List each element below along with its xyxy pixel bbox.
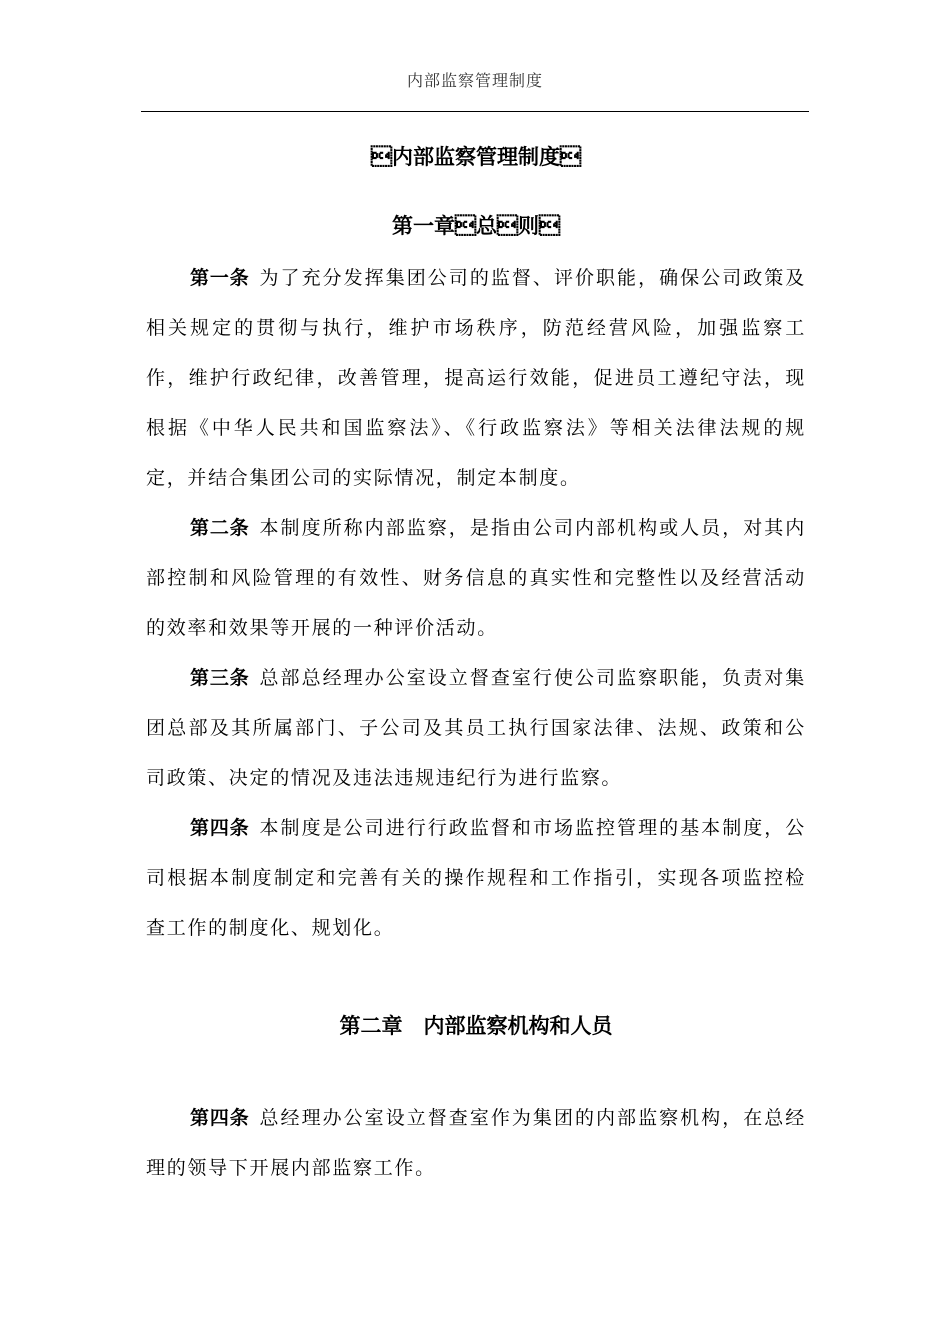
article-label: 第四条 bbox=[190, 817, 250, 839]
chapter-2-heading: 第二章 内部监察机构和人员 bbox=[339, 1014, 613, 1038]
article-2 bbox=[146, 503, 806, 653]
article-3 bbox=[146, 653, 806, 803]
article-label: 第二条 bbox=[190, 517, 250, 539]
article-text: 总经理办公室设立督查室作为集团的内部监察机构，在总经理的领导下开展内部监察工作。 bbox=[146, 1107, 806, 1179]
chapter-1-heading: 第一章总则 bbox=[392, 214, 560, 238]
article-4 bbox=[146, 803, 806, 953]
article-4-chapter-2 bbox=[146, 1093, 806, 1193]
article-label: 第一条 bbox=[190, 267, 250, 289]
document-title: 内部监察管理制度 bbox=[371, 145, 581, 169]
header-rule bbox=[141, 111, 809, 112]
article-text: 本制度是公司进行行政监督和市场监控管理的基本制度，公司根据本制度制定和完善有关的操作规程和工作指引，实现各项监控检查工作的制度化、规划化。 bbox=[146, 817, 806, 939]
article-text: 本制度所称内部监察，是指由公司内部机构或人员，对其内部控制和风险管理的有效性、财务信息的真实性和完整性以及经营活动的效率和效果等开展的一种评价活动。 bbox=[146, 517, 806, 639]
running-header: 内部监察管理制度 bbox=[406, 71, 543, 90]
article-label: 第四条 bbox=[190, 1107, 250, 1129]
article-1 bbox=[146, 253, 806, 503]
article-text: 总部总经理办公室设立督查室行使公司监察职能，负责对集团总部及其所属部门、子公司及其员工执行国家法律、法规、政策和公司政策、决定的情况及违法违规违纪行为进行监察。 bbox=[146, 667, 806, 789]
article-label: 第三条 bbox=[190, 667, 250, 689]
article-text: 为了充分发挥集团公司的监督、评价职能，确保公司政策及相关规定的贯彻与执行，维护市场秩序，防范经营风险，加强监察工作，维护行政纪律，改善管理，提高运行效能，促进员工遵纪守法，现根据《中华人民共和国监察法》、《行政监察法》等相关法律法规的规定，并结合集团公司的实际情况，制定本制度。 bbox=[146, 267, 806, 489]
